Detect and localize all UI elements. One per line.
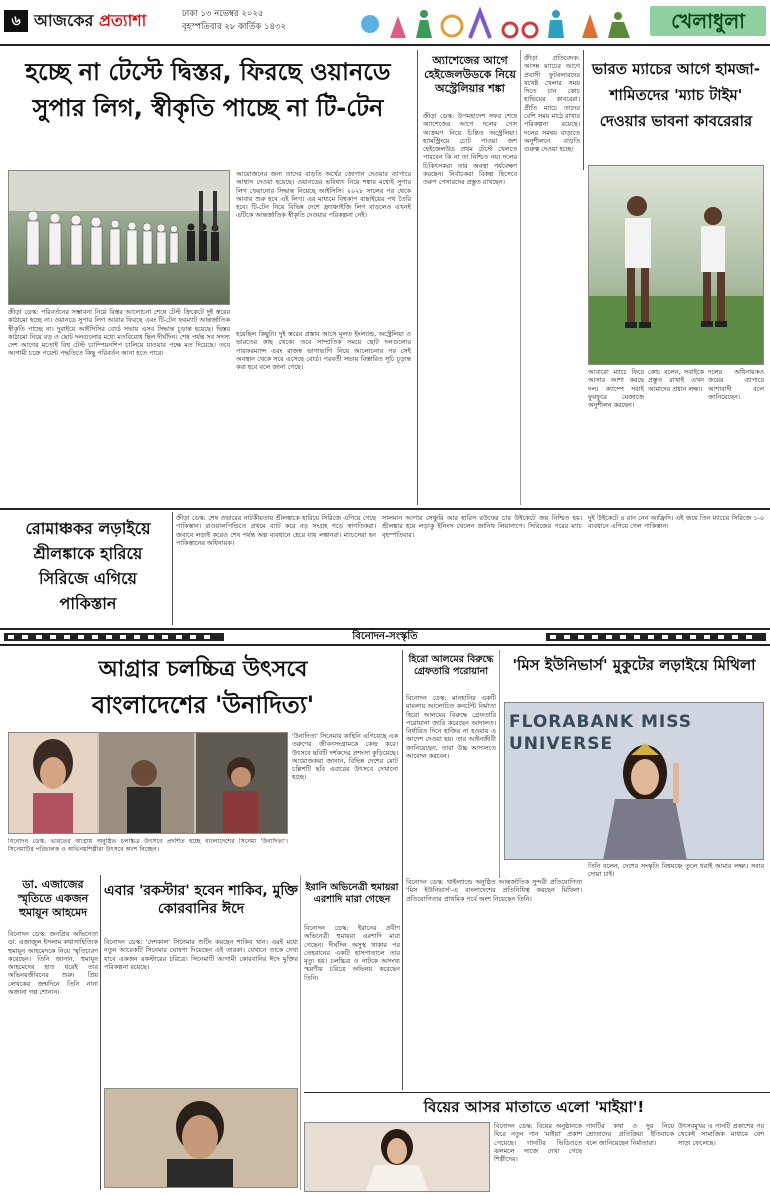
agra-photo xyxy=(8,732,288,834)
miss-universe-headline: 'মিস ইউনিভার্স' মুকুটের লড়াইয়ে মিথিলা xyxy=(512,656,756,674)
masthead-rule xyxy=(0,44,770,46)
section-name: খেলাধুলা xyxy=(650,6,766,36)
rule-maiya xyxy=(304,1092,770,1093)
footballers-photo xyxy=(588,165,764,365)
shakib-photo xyxy=(104,1088,298,1188)
cricketers-lineup-icon xyxy=(9,171,230,305)
sidebar2-headline: ভারত ম্যাচের আগে হামজা-শামিতদের 'ম্যাচ টাইম' দেওয়ার ভাবনা কাবরেরার xyxy=(591,60,760,130)
maiya-headline: বিয়ের আসর মাতাতে এলো 'মাইয়া'! xyxy=(423,1098,645,1116)
masthead xyxy=(0,0,770,46)
paper-name-2: প্রত্যাশা xyxy=(98,11,147,30)
date-line-1: ঢাকা ১৩ নভেম্বর ২০২৫ xyxy=(182,9,264,19)
agra-body: 'উনাদিত্য' সিনেমার কাহিনি এগিয়েছে এক তরুণের জীবনসংগ্রামকে কেন্দ্র করে। উৎসবে ছবিটি দর্শকদের প্রশংসা কুড়িয়েছে। আয়োজকরা জানান, বিভিন্ন দেশের মোট চল্লিশটি ছবি এবারের উৎসবে দেখানো হচ্ছে। xyxy=(292,732,398,782)
col-divider-ent xyxy=(402,650,403,878)
col-divider-sb xyxy=(520,50,521,505)
contestant-icon xyxy=(505,703,764,860)
rule-mid-1 xyxy=(0,508,770,510)
lead-col2: আয়োজনের জন্য তাদের বাড়তি অর্থের জোগান দেওয়ার ব্যাপারে আশ্বাস দেওয়া হয়েছে। ওয়ানডের ভবিষ্যৎ নিয়ে শঙ্কার মধ্যেই সুপার লিগ ফেরানোর সিদ্ধান্ত নিয়েছে আইসিসি। ২০২৮ সালের পর থেকে আবার শুরু হবে এই লিগ। এর মাধ্যমে বিশ্বকাপ বাছাইয়ের পথ তৈরি হবে। টি-টেন নিয়ে বিভিন্ন দেশে ফ্র্যাঞ্চাইজি লিগ বাড়লেও এখনই এটিকে আন্তর্জাতিক স্বীকৃতি দেওয়ার পরিকল্পনা নেই। xyxy=(236,170,411,220)
page-number: ৬ xyxy=(4,10,28,32)
sports-icons-strip xyxy=(350,2,650,44)
maiya-body-2: গানটির কথা ও সুর নিয়ে শ্রোতাদের প্রতিক্রিয়া ইতিবাচক বলে জানিয়েছেন নির্মাতারা। xyxy=(586,1122,674,1147)
iran-actress-headline: ইরানি অভিনেত্রী হুমায়রা এরশাদি মারা গেছেন xyxy=(305,882,399,905)
miss-universe-body-1: বিনোদন ডেস্ক: থাইল্যান্ডে অনুষ্ঠিত আন্তর্জাতিক সুন্দরী প্রতিযোগিতা 'মিস ইউনিভার্স'-এ বাংলাদেশের প্রতিনিধিত্ব করছেন মিথিলা। প্রতিযোগিতার প্রাথমিক পর্বে অংশ নিয়েছেন তিনি। xyxy=(406,878,582,903)
section-banner-label: বিনোদন-সংস্কৃতি xyxy=(352,631,418,642)
pakistan-body-1: ক্রীড়া ডেস্ক: শেষ ওভারের নাটকীয়তায় শ্রীলঙ্কাকে হারিয়ে সিরিজে এগিয়ে গেছে পাকিস্তান। রাওয়ালপিন্ডিতে প্রথমে ব্যাট করে বড় সংগ্রহ গড়ে স্বাগতিকরা। জবাবে লড়াই করেও শেষ পর্যন্ত অল্প ব্যবধানে হেরে যায় লঙ্কানরা। ম্যাচসেরা হন পাকিস্তানের অধিনায়ক। xyxy=(176,514,376,547)
col-divider-iran xyxy=(300,875,301,1190)
sidebar2-body-left: ক্রীড়া প্রতিবেদক: আসন্ন ম্যাচের আগে প্রবাসী ফুটবলারদের যথেষ্ট খেলার সময় দিতে চান কোচ হাভিয়ের কাবরেরা। প্রীতি ম্যাচে তাদের বেশি সময় মাঠে রাখার পরিকল্পনা রয়েছে। দলের সমন্বয় বাড়াতে অনুশীলনে বাড়তি গুরুত্ব দেওয়া হচ্ছে। xyxy=(524,54,580,154)
date-line xyxy=(182,8,352,34)
miss-universe-body-2: তিনি বলেন, দেশের সংস্কৃতি বিশ্বমঞ্চে তুলে ধরাই আমার লক্ষ্য। সবার দোয়া চাই। xyxy=(588,862,764,879)
dr-ejaj-headline: ডা. এজাজের স্মৃতিতে একজন হুমায়ূন আহমেদ xyxy=(17,878,89,919)
miss-universe-banner-text: FLORABANK MISS UNIVERSE xyxy=(509,712,692,754)
pakistan-body-3: দুই উইকেটে ৪ রান নেন আফ্রিদি। এই জয়ে তিন ম্যাচের সিরিজে ১-০ ব্যবধানে এগিয়ে গেল পাকিস্তান। xyxy=(588,514,764,531)
paper-name-1: আজকের xyxy=(34,11,94,30)
maiya-body-1: বিনোদন ডেস্ক: বিয়ের অনুষ্ঠানকে ঘিরে নতুন গান 'মাইয়া' প্রকাশ পেয়েছে। গানটির ভিডিওতে ঝলমলে সাজে দেখা গেছে শিল্পীদের। xyxy=(494,1122,582,1164)
lead-col1: ক্রীড়া ডেস্ক: পরিবর্তনের সম্ভাবনা নিয়ে বিস্তর আলোচনা শেষে টেস্ট ক্রিকেটে দুই স্তরের কাঠামো হচ্ছে না। ওয়ানডে সুপার লিগ আবার ফিরছে এবং টি-টেন ফরম্যাট আন্তর্জাতিক স্বীকৃতি পাচ্ছে না। দুবাইয়ে আইসিসির বোর্ড সভায় এসব সিদ্ধান্ত চূড়ান্ত হয়েছে। দ্বিস্তর কাঠামো নিয়ে বড় ও ছোট দলগুলোর মধ্যে মতবিরোধ ছিল দীর্ঘদিন। শেষ পর্যন্ত সব সদস্য দেশ আগের মতোই বিশ্ব টেস্ট চ্যাম্পিয়নশিপ চালিয়ে যাওয়ার পক্ষে মত দিয়েছে। তবে আগামী চক্রে পয়েন্ট পদ্ধতিতে কিছু পরিবর্তন আনা হতে পারে। xyxy=(8,308,230,358)
hero-alam-body: বিনোদন ডেস্ক: মানহানির একটি মামলায় আলোচিত কনটেন্ট নির্মাতা হিরো আলমের বিরুদ্ধে গ্রেফতারি পরোয়ানা জারি করেছেন আদালত। নির্ধারিত দিনে হাজির না হওয়ায় এ আদেশ দেওয়া হয়। তার আইনজীবী জানিয়েছেন, তারা উচ্চ আদালতে আবেদন করবেন। xyxy=(406,694,496,761)
maiya-body-3: উৎসবমুখর এ গানটি প্রকাশের পর থেকেই সামাজিক মাধ্যমে বেশ সাড়া ফেলেছে। xyxy=(678,1122,764,1147)
sidebar1-body: ক্রীড়া ডেস্ক: উপমহাদেশ সফর শেষে অ্যাশেজের আগে দলের পেস আক্রমণ নিয়ে চিন্তিত অস্ট্রেলিয়া। হ্যামস্ট্রিংয়ে চোট পাওয়া জশ হেইজেলউড প্রথম টেস্টে খেলতে পারবেন কি না তা নিশ্চিত নয়। দলের চিকিৎসকরা তার অবস্থা পর্যবেক্ষণ করছেন। নির্বাচকরা বিকল্প হিসেবে তরুণ পেসারদের প্রস্তুত রাখছেন। xyxy=(423,112,517,187)
entertainment-banner xyxy=(0,628,770,646)
lead-col3: হয়েছিল কিছুটা। দুই স্তরের প্রস্তাব আসে মূলত ইংল্যান্ড, অস্ট্রেলিয়া ও ভারতের কাছ থেকে। তবে সাম্প্রতিক সময়ে ছোট দলগুলোর পারফরম্যান্স এবং রাজস্ব ভাগাভাগি নিয়ে আলোচনার পর সেই অবস্থান থেকে সরে এসেছে বোর্ড। পরবর্তী সভায় বিস্তারিত সূচি চূড়ান্ত করা হবে বলে জানা গেছে। xyxy=(236,330,411,372)
sports-silhouettes-icon xyxy=(350,2,650,44)
col-divider-ejaj xyxy=(100,875,101,1190)
bride-icon xyxy=(305,1123,490,1192)
maiya-photo xyxy=(304,1122,490,1192)
pakistan-headline: রোমাঞ্চকর লড়াইয়ে শ্রীলঙ্কাকে হারিয়ে সিরিজে এগিয়ে পাকিস্তান xyxy=(25,519,151,613)
lead-headline: হচ্ছে না টেস্টে দ্বিস্তর, ফিরছে ওয়ানডে সুপার লিগ, স্বীকৃতি পাচ্ছে না টি-টেন xyxy=(25,58,391,122)
sidebar2-bottom-3: দলের অধিনায়কও জয়ের ব্যাপারে আশাবাদী বলে জানিয়েছেন। xyxy=(708,368,764,401)
film-stills-icon xyxy=(9,733,288,834)
col-divider-pak xyxy=(172,512,173,625)
agra-headline-1: আগ্রার চলচ্চিত্র উৎসবে xyxy=(98,657,308,682)
footballers-icon xyxy=(589,166,764,365)
shakib-body: বিনোদন ডেস্ক: 'দেশকাল' সিনেমার শুটিং করছেন শাকিব খান। এরই মধ্যে নতুন আরেকটি সিনেমার ঘোষণা দিয়েছেন এই তারকা। যেখানে তাকে দেখা যাবে একজন রকস্টারের চরিত্রে। সিনেমাটি আগামী কোরবানির ঈদে মুক্তির পরিকল্পনা রয়েছে। xyxy=(104,938,298,971)
film-strip-icon xyxy=(546,630,766,644)
film-reel-icon xyxy=(4,630,224,644)
hero-alam-headline: হিরো আলমের বিরুদ্ধে গ্রেফতারি পরোয়ানা xyxy=(408,654,494,677)
col-divider-1 xyxy=(417,50,418,505)
pakistan-body-2: সালমান আগার সেঞ্চুরি আর হারিস রউফের চার উইকেটে জয় নিশ্চিত হয়। শ্রীলঙ্কার হয়ে লড়াকু ইনিংস খেলেন জানিথ লিয়ানাগে। সিরিজের পরের ম্যাচ বৃহস্পতিবার। xyxy=(382,514,582,539)
iran-actress-body: বিনোদন ডেস্ক: ইরানের প্রবীণ অভিনেত্রী হুমায়রা এরশাদি মারা গেছেন। দীর্ঘদিন অসুস্থ থাকার পর তেহরানের একটি হাসপাতালে তার মৃত্যু হয়। চলচ্চিত্র ও নাটকে অসংখ্য স্মরণীয় চরিত্রে অভিনয় করেছেন তিনি। xyxy=(304,924,400,982)
col-divider-hero xyxy=(499,650,500,878)
col-divider-iran-2 xyxy=(402,875,403,1090)
dr-ejaj-body: বিনোদন ডেস্ক: জনপ্রিয় অভিনেতা ডা. এজাজুল ইসলাম কথাসাহিত্যিক হুমায়ূন আহমেদকে নিয়ে স্মৃতিচারণ করেছেন। তিনি জানান, হুমায়ূন আহমেদের হাত ধরেই তার অভিনয়জীবনের শুরু। প্রিয় লেখকের জন্মদিনে তিনি নানা অজানা গল্প শোনান। xyxy=(8,930,98,997)
sidebar2-bottom-1: আবারো ম্যাচে ফিরে আসার আশা করছে দল। ক্যাম্পে সবাই ফুরফুরে মেজাজে অনুশীলন করছেন। xyxy=(588,368,644,410)
sidebar2-bottom-2: কোচ বলেন, সবাইকে প্রস্তুত রাখাই এখন আমাদের প্রধান লক্ষ্য। xyxy=(648,368,704,393)
actor-portrait-icon xyxy=(105,1089,298,1188)
sidebar1-headline: অ্যাশেজের আগে হেইজেলউডকে নিয়ে অস্ট্রেলিয়ার শঙ্কা xyxy=(424,54,516,95)
shakib-headline: এবার 'রকস্টার' হবেন শাকিব, মুক্তি কোরবানির ঈদে xyxy=(104,883,298,917)
col-divider-2 xyxy=(583,50,584,170)
paper-logo xyxy=(34,8,146,34)
agra-headline-2: বাংলাদেশের 'উনাদিত্য' xyxy=(91,691,315,719)
lead-photo xyxy=(8,170,230,305)
date-line-2: বৃহস্পতিবার ২৮ কার্তিক ১৪৩২ xyxy=(182,22,287,32)
miss-universe-photo xyxy=(504,702,764,860)
agra-caption: বিনোদন ডেস্ক: ভারতের আগ্রায় অনুষ্ঠিত চলচ্চিত্র উৎসবে প্রদর্শিত হচ্ছে বাংলাদেশের সিনেমা 'উনাদিত্য'। সিনেমাটির পরিচালক ও অভিনয়শিল্পীরা উৎসবে অংশ নিচ্ছেন। xyxy=(8,838,288,853)
